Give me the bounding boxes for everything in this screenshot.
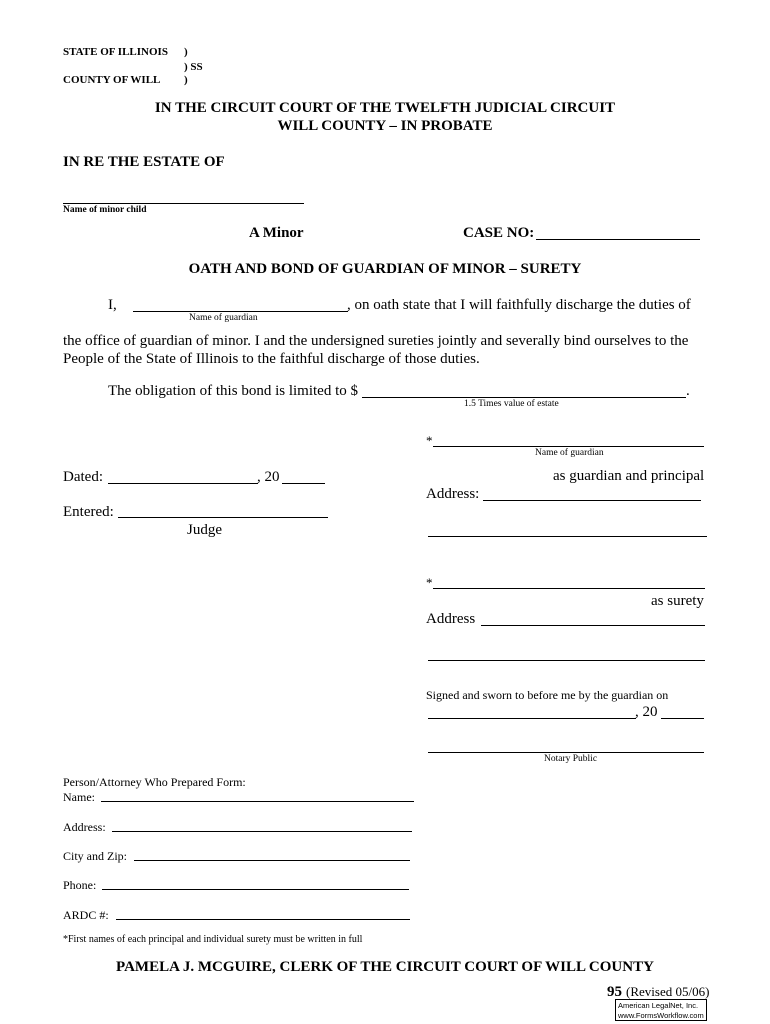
- preparer-phone-line[interactable]: [102, 889, 409, 890]
- guardian-address-line-2[interactable]: [428, 536, 707, 537]
- preparer-phone-label: Phone:: [63, 878, 97, 892]
- venue-state: STATE OF ILLINOIS: [63, 46, 168, 58]
- case-no-label: CASE NO:: [463, 225, 535, 241]
- preparer-heading: Person/Attorney Who Prepared Form:: [63, 775, 246, 789]
- court-heading-line1: IN THE CIRCUIT COURT OF THE TWELFTH JUDICIAL CIRCUIT: [154, 100, 616, 116]
- guardian-asterisk: *: [426, 433, 433, 448]
- surety-signature-line[interactable]: [433, 588, 705, 589]
- entered-line[interactable]: [118, 517, 328, 518]
- guardian-signature-caption: Name of guardian: [535, 448, 604, 458]
- venue-paren-3: ): [184, 74, 188, 86]
- case-no-line[interactable]: [536, 239, 700, 240]
- venue-paren-1: ): [184, 46, 188, 58]
- sworn-year-line[interactable]: [661, 718, 704, 719]
- estate-heading: IN RE THE ESTATE OF: [63, 154, 225, 170]
- publisher-box: [615, 999, 707, 1021]
- surety-address-label: Address: [426, 611, 476, 627]
- form-number: 95: [607, 984, 622, 1000]
- preparer-address-label: Address:: [63, 820, 106, 834]
- guardian-signature-line[interactable]: [433, 446, 704, 447]
- bond-limit-text: The obligation of this bond is limited to $: [108, 383, 358, 399]
- oath-line3: People of the State of Illinois to the faithful discharge of those duties.: [63, 351, 480, 367]
- venue-ss: ) SS: [184, 61, 203, 73]
- guardian-name-line[interactable]: [133, 311, 348, 312]
- publisher-line2: www.FormsWorkflow.com: [618, 1011, 704, 1020]
- minor-name-caption: Name of minor child: [63, 205, 147, 215]
- surety-address-line-2[interactable]: [428, 660, 705, 661]
- notary-caption: Notary Public: [544, 754, 598, 764]
- as-surety-label: as surety: [651, 593, 704, 609]
- a-minor-label: A Minor: [249, 225, 304, 241]
- footnote: *First names of each principal and individual surety must be written in full: [63, 934, 363, 945]
- guardian-address-line-1[interactable]: [483, 500, 701, 501]
- bond-amount-caption: 1.5 Times value of estate: [464, 399, 559, 409]
- oath-i: I,: [108, 297, 117, 313]
- preparer-name-line[interactable]: [101, 801, 414, 802]
- bond-limit-end: .: [686, 383, 690, 399]
- guardian-name-caption: Name of guardian: [189, 313, 258, 323]
- dated-label: Dated:: [63, 469, 103, 485]
- sworn-year-prefix: , 20: [635, 704, 658, 720]
- bond-amount-line[interactable]: [362, 397, 686, 398]
- sworn-date-line[interactable]: [428, 718, 636, 719]
- revised-date: (Revised 05/06): [626, 984, 710, 999]
- sworn-text: Signed and sworn to before me by the guardian on: [426, 688, 669, 702]
- publisher-line1: American LegalNet, Inc.: [618, 1001, 699, 1010]
- surety-asterisk: *: [426, 575, 433, 590]
- dated-year-prefix: , 20: [257, 469, 280, 485]
- guardian-address-label: Address:: [426, 486, 480, 502]
- notary-signature-line[interactable]: [428, 752, 704, 753]
- form-title: OATH AND BOND OF GUARDIAN OF MINOR – SURETY: [188, 261, 582, 277]
- court-heading-line2: WILL COUNTY – IN PROBATE: [277, 118, 493, 134]
- preparer-ardc-label: ARDC #:: [63, 908, 109, 922]
- judge-label: Judge: [187, 522, 222, 538]
- clerk-line: PAMELA J. MCGUIRE, CLERK OF THE CIRCUIT COURT OF WILL COUNTY: [116, 959, 654, 975]
- oath-line2: the office of guardian of minor. I and the undersigned sureties jointly and severally bind ourselves to the: [63, 333, 689, 349]
- preparer-ardc-line[interactable]: [116, 919, 410, 920]
- dated-line[interactable]: [108, 483, 258, 484]
- as-guardian-label: as guardian and principal: [553, 468, 705, 484]
- surety-address-line-1[interactable]: [481, 625, 705, 626]
- venue-county: COUNTY OF WILL: [63, 74, 161, 86]
- preparer-address-line[interactable]: [112, 831, 412, 832]
- preparer-city-line[interactable]: [134, 860, 410, 861]
- minor-name-line[interactable]: [63, 203, 304, 204]
- preparer-name-label: Name:: [63, 790, 95, 804]
- dated-year-line[interactable]: [282, 483, 325, 484]
- entered-label: Entered:: [63, 504, 114, 520]
- oath-line1-rest: , on oath state that I will faithfully discharge the duties of: [347, 297, 691, 313]
- preparer-city-label: City and Zip:: [63, 849, 127, 863]
